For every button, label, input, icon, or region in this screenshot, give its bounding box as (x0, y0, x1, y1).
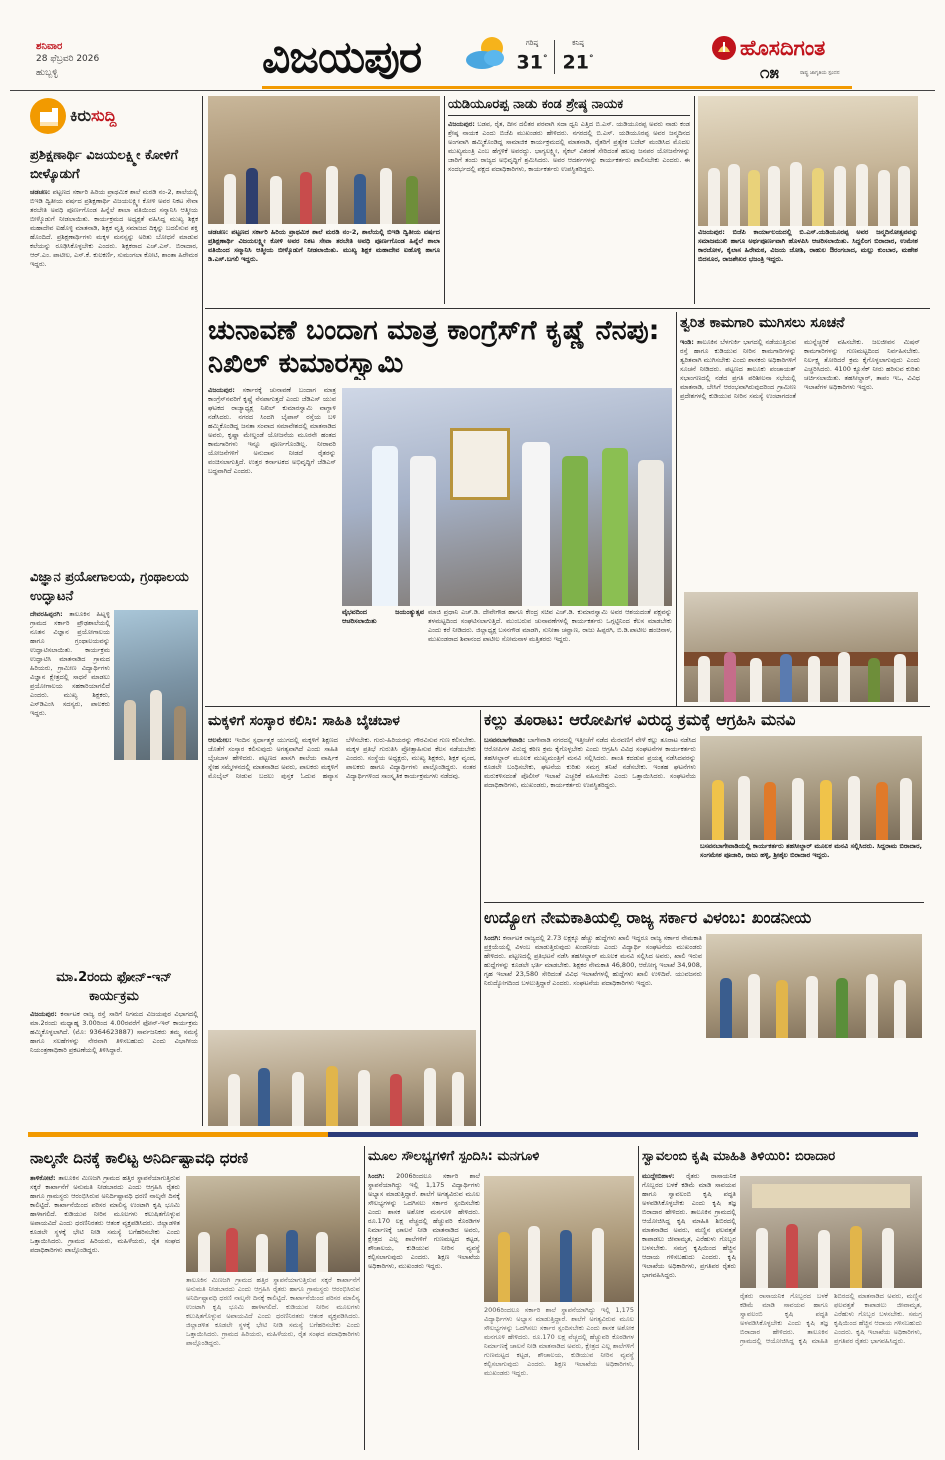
kallu-dateline: ಬಸವನಬಾಗೇವಾಡಿ: (484, 736, 526, 744)
kirusuddi-header (30, 96, 198, 138)
max-temp-label: ಗರಿಷ್ಠ (525, 39, 539, 47)
nikhil-text-2: ಮಾಜಿ ಪ್ರಧಾನಿ ಎಚ್.ಡಿ. ದೇವೇಗೌಡ ಹಾಗೂ ಕೇಂದ್ರ ಸಚಿವ ಎಚ್.ಡಿ. ಕುಮಾರಸ್ವಾಮಿ ಅವರ ಆಶಯದಂತೆ ಪಕ್ಷವನ್ನು ತಳಮಟ್ಟದಿಂದ ಸಂಘಟಿಸಲಾಗುತ್ತಿದೆ. ಮುಂಬರುವ ಚುನಾವಣೆಗಳಲ್ಲಿ ಕಾರ್ಯಕರ್ತರು ಒಗ್ಗಟ್ಟಿನಿಂದ ಕೆಲಸ ಮಾಡಬೇಕು ಎಂದು ಕರೆ ನೀಡಿದರು. ಜಿಲ್ಲಾಧ್ಯಕ್ಷ ಬಸನಗೌಡ ಮಾಡಗಿ, ಸುನೀತಾ ಚವ್ಹಾಣ, ರಾಜು ಹಿಪ್ಪರಗಿ, ಬಿ.ಡಿ.ಪಾಟೀಲ ಹಂಚಿನಾಳ, ಮುಖಂಡರಾದ ಶಿವಾನಂದ ಪಾಟೀಲ ಸೋಮನಾಳ ಮತ್ತಿತರರು ಇದ್ದರು. (428, 608, 672, 643)
column-rule-top-1 (444, 96, 445, 304)
nikhil-headline: ಚುನಾವಣೆ ಬಂದಾಗ ಮಾತ್ರ ಕಾಂಗ್ರೆಸ್‌ಗೆ ಕೃಷ್ಣೆ ನೆನಪು: ನಿಖಿಲ್ ಕುಮಾರಸ್ವಾಮಿ (208, 315, 660, 379)
kirusuddi-item-3-dateline: ವಿಜಯಪುರ: (30, 1010, 57, 1018)
twarita-dateline: ಇಂಡಿ: (680, 338, 694, 346)
temp-divider (554, 40, 555, 74)
dharane-text-2: ತಾಲೂಕಿನ ಮಿಣಜಗಿ ಗ್ರಾಮದ ಹತ್ತಿರ ಸ್ಥಾಪನೆಯಾಗುತ್ತಿರುವ ಸಕ್ಕರೆ ಕಾರ್ಖಾನೆಗೆ ಅನುಮತಿ ನೀಡಬಾರದು ಎಂದು ಆಗ್ರಹಿಸಿ ರೈತರು ಹಾಗೂ ಗ್ರಾಮಸ್ಥರು ಆರಂಭಿಸಿರುವ ಅನಿರ್ದಿಷ್ಟಾವಧಿ ಧರಣಿ ನಾಲ್ಕನೇ ದಿನಕ್ಕೆ ಕಾಲಿಟ್ಟಿದೆ. ಕಾರ್ಖಾನೆಯಿಂದ ಪರಿಸರ ಮಾಲಿನ್ಯ ಉಂಟಾಗಿ ಕೃಷಿ ಭೂಮಿ ಹಾಳಾಗಲಿದೆ. ಕುಡಿಯುವ ನೀರಿನ ಮೂಲಗಳು ಕಲುಷಿತಗೊಳ್ಳುವ ಅಪಾಯವಿದೆ ಎಂದು ಧರಣಿನಿರತರು ಆತಂಕ ವ್ಯಕ್ತಪಡಿಸಿದರು. ಜಿಲ್ಲಾಡಳಿತ ಕೂಡಲೇ ಸ್ಥಳಕ್ಕೆ ಭೇಟಿ ನೀಡಿ ಸಮಸ್ಯೆ ಬಗೆಹರಿಸಬೇಕು ಎಂದು ಒತ್ತಾಯಿಸಿದರು. ಗ್ರಾಮದ ಹಿರಿಯರು, ಮಹಿಳೆಯರು, ರೈತ ಸಂಘದ ಪದಾಧಿಕಾರಿಗಳು ಪಾಲ್ಗೊಂಡಿದ್ದರು. (186, 1276, 360, 1347)
brand-block (700, 34, 910, 86)
kallu-body (484, 736, 696, 898)
kirusuddi-item-3-body (30, 1010, 198, 1126)
min-temp-degree: ° (588, 54, 594, 64)
column-rule-bottom-2 (638, 1146, 639, 1450)
max-temp-degree: ° (542, 54, 548, 64)
school-event-photo (208, 1030, 476, 1126)
swavalambi-body-2 (740, 1292, 922, 1448)
top-row-rule (205, 308, 930, 309)
dharane-text: ತಾಲೂಕಿನ ಮಿಣಜಗಿ ಗ್ರಾಮದ ಹತ್ತಿರ ಸ್ಥಾಪನೆಯಾಗುತ್ತಿರುವ ಸಕ್ಕರೆ ಕಾರ್ಖಾನೆಗೆ ಅನುಮತಿ ನೀಡಬಾರದು ಎಂದು ಆಗ್ರಹಿಸಿ ರೈತರು ಹಾಗೂ ಗ್ರಾಮಸ್ಥರು ಆರಂಭಿಸಿರುವ ಅನಿರ್ದಿಷ್ಟಾವಧಿ ಧರಣಿ ನಾಲ್ಕನೇ ದಿನಕ್ಕೆ ಕಾಲಿಟ್ಟಿದೆ. ಕಾರ್ಖಾನೆಯಿಂದ ಪರಿಸರ ಮಾಲಿನ್ಯ ಉಂಟಾಗಿ ಕೃಷಿ ಭೂಮಿ ಹಾಳಾಗಲಿದೆ. ಕುಡಿಯುವ ನೀರಿನ ಮೂಲಗಳು ಕಲುಷಿತಗೊಳ್ಳುವ ಅಪಾಯವಿದೆ ಎಂದು ಧರಣಿನಿರತರು ಆತಂಕ ವ್ಯಕ್ತಪಡಿಸಿದರು. ಜಿಲ್ಲಾಡಳಿತ ಕೂಡಲೇ ಸ್ಥಳಕ್ಕೆ ಭೇಟಿ ನೀಡಿ ಸಮಸ್ಯೆ ಬಗೆಹರಿಸಬೇಕು ಎಂದು ಒತ್ತಾಯಿಸಿದರು. ಗ್ರಾಮದ ಹಿರಿಯರು, ಮಹಿಳೆಯರು, ರೈತ ಸಂಘದ ಪದಾಧಿಕಾರಿಗಳು ಪಾಲ್ಗೊಂಡಿದ್ದರು. (30, 1174, 180, 1254)
sanskara-dateline: ಆಲಮೇಲ: (208, 736, 232, 744)
kirusuddi-item-3-text: ಕರ್ನಾಟಕ ರಾಜ್ಯ ರಸ್ತೆ ಸಾರಿಗೆ ನಿಗಮದ ವಿಜಯಪುರ ವಿಭಾಗದಲ್ಲಿ ಮಾ.2ರಂದು ಮಧ್ಯಾಹ್ನ 3.00ರಿಂದ 4.00ರವರೆಗೆ ಫೋನ್-ಇನ್ ಕಾರ್ಯಕ್ರಮ ಹಮ್ಮಿಕೊಳ್ಳಲಾಗಿದೆ. (ಮೊ: 9364623887) ಸಾರ್ವಜನಿಕರು ತಮ್ಮ ಸಮಸ್ಯೆ ಹಾಗೂ ಸಲಹೆಗಳನ್ನು ನೇರವಾಗಿ ತಿಳಿಸಬಹುದು ಎಂದು ವಿಭಾಗೀಯ ನಿಯಂತ್ರಣಾಧಿಕಾರಿ ಪ್ರಕಟಣೆಯಲ್ಲಿ ತಿಳಿಸಿದ್ದಾರೆ. (30, 1010, 198, 1054)
kirusuddi-item-1-text: ಪಟ್ಟಣದ ಸರ್ಕಾರಿ ಹಿರಿಯ ಪ್ರಾಥಮಿಕ ಶಾಲೆ ಮರಡಿ ನಂ-2, ಶಾಲೆಯಲ್ಲಿ ಬಿಇಡಿ ದ್ವಿತೀಯ ವರ್ಷದ ಪ್ರಶಿಕ್ಷಣಾರ್ಥಿ ವಿಜಯಲಕ್ಷ್ಮೀ ಕೋಳಿ ಅವರ ನಿಕಟ ಸೇವಾ ತರಬೇತಿ ಅವಧಿ ಪೂರ್ಣಗೊಂಡ ಹಿನ್ನೆಲೆ ಶಾಲಾ ವತಿಯಿಂದ ಸನ್ಮಾನಿಸಿ ಆತ್ಮೀಯ ಬೀಳ್ಕೊಡುಗೆ ನೀಡಲಾಯಿತು. ಕಾರ್ಯಕ್ರಮದ ಅಧ್ಯಕ್ಷತೆ ವಹಿಸಿದ್ದ ಮುಖ್ಯ ಶಿಕ್ಷಕ ಮಹಾದೇವ ಐಹೊಳ್ಳಿ ಮಾತನಾಡಿ, ಶಿಕ್ಷಕ ವೃತ್ತಿ ಸಮಾಜದ ದಿಕ್ಕನ್ನು ಬದಲಿಸುವ ಶಕ್ತಿ ಹೊಂದಿದೆ. ಪ್ರಶಿಕ್ಷಣಾರ್ಥಿಗಳು ಮಕ್ಕಳ ಮನಸ್ಸನ್ನು ಅರಿತು ಬೋಧನೆ ಮಾಡುವ ಕಲೆಯನ್ನು ರೂಢಿಸಿಕೊಳ್ಳಬೇಕು ಎಂದರು. ಶಿಕ್ಷಕರಾದ ಎಚ್.ಎಸ್. ಬಿರಾದಾರ, ಆರ್.ಎಂ. ಪಾಟೀಲ, ಎಸ್.ಕೆ. ಕುಲಕರ್ಣಿ, ಸುಮಂಗಲಾ ಕೋಟಿ, ಶಾಂತಾ ಹಿರೇಮಠ ಇದ್ದರು. (30, 188, 198, 268)
column-rule-top-2 (694, 96, 695, 304)
max-temp-value: 31 (516, 51, 543, 74)
nikhil-felicitation-photo (342, 388, 672, 606)
moola-text: 2006ರಿಂದಲೂ ಸರ್ಕಾರಿ ಶಾಲೆ ಸ್ಥಾಪನೆಯಾಗಿದ್ದು ಇಲ್ಲಿ 1,175 ವಿದ್ಯಾರ್ಥಿಗಳು ಅಭ್ಯಾಸ ಮಾಡುತ್ತಿದ್ದಾರೆ. ಶಾಲೆಗೆ ಅಗತ್ಯವಿರುವ ಮೂಲ ಸೌಲಭ್ಯಗಳನ್ನು ಒದಗಿಸಲು ಸರ್ಕಾರ ಸ್ಪಂದಿಸಬೇಕು ಎಂದು ಶಾಸಕ ಅಶೋಕ ಮನಗೂಳಿ ಹೇಳಿದರು. ರೂ.170 ಲಕ್ಷ ವೆಚ್ಚದಲ್ಲಿ ಹೆಚ್ಚುವರಿ ಕೊಠಡಿಗಳ ನಿರ್ಮಾಣಕ್ಕೆ ಚಾಲನೆ ನೀಡಿ ಮಾತನಾಡಿದ ಅವರು, ಕ್ಷೇತ್ರದ ಎಲ್ಲ ಶಾಲೆಗಳಿಗೆ ಗುಣಮಟ್ಟದ ಕಟ್ಟಡ, ಶೌಚಾಲಯ, ಕುಡಿಯುವ ನೀರಿನ ವ್ಯವಸ್ಥೆ ಕಲ್ಪಿಸಲಾಗುವುದು ಎಂದರು. ಶಿಕ್ಷಣ ಇಲಾಖೆಯ ಅಧಿಕಾರಿಗಳು, ಮುಖಂಡರು ಇದ್ದರು. (368, 1172, 480, 1270)
weekday: ಶನಿವಾರ (36, 41, 63, 52)
section-bar-navy (328, 1132, 918, 1137)
kirusuddi-item-2-dateline: ದೇವರಹಿಪ್ಪರಗಿ: (30, 610, 63, 618)
nikhil-body-2 (428, 608, 672, 704)
kirusuddi-item-1-dateline: ಚಡಚಣ: (30, 188, 51, 196)
kallu-headline: ಕಲ್ಲು ತೂರಾಟ: ಆರೋಪಿಗಳ ವಿರುದ್ಧ ಕ್ರಮಕ್ಕೆ ಆಗ್ರಹಿಸಿ ಮನವಿ (484, 710, 796, 729)
swavalambi-text-2: ರೈತರು ರಾಸಾಯನಿಕ ಗೊಬ್ಬರದ ಬಳಕೆ ಕಡಿಮೆ ಮಾಡಿ ಸಾವಯವ ಹಾಗೂ ಸ್ವಾವಲಂಬಿ ಕೃಷಿ ಪದ್ಧತಿ ಅಳವಡಿಸಿಕೊಳ್ಳಬೇಕು ಎಂದು ಕೃಷಿ ತಜ್ಞ ಬಿರಾದಾರ ಹೇಳಿದರು. ತಾಲೂಕಿನ ಗ್ರಾಮದಲ್ಲಿ ಆಯೋಜಿಸಿದ್ದ ಕೃಷಿ ಮಾಹಿತಿ ಶಿಬಿರದಲ್ಲಿ ಮಾತನಾಡಿದ ಅವರು, ಮಣ್ಣಿನ ಫಲವತ್ತತೆ ಕಾಪಾಡಲು ಜೀವಾಮೃತ, ಎರೆಹುಳು ಗೊಬ್ಬರ ಬಳಸಬೇಕು. ಸಮಗ್ರ ಕೃಷಿಯಿಂದ ಹೆಚ್ಚಿನ ಆದಾಯ ಗಳಿಸಬಹುದು ಎಂದರು. ಕೃಷಿ ಇಲಾಖೆಯ ಅಧಿಕಾರಿಗಳು, ಪ್ರಗತಿಪರ ರೈತರು ಭಾಗವಹಿಸಿದ್ದರು. (740, 1292, 922, 1345)
kirusuddi-column (30, 96, 198, 1126)
kirusuddi-item-2-body (30, 610, 110, 760)
brand-page-number: ೧೫ (760, 63, 780, 83)
yediyurappa-caption (698, 228, 918, 304)
sanskara-text: ಇಂದಿನ ಸ್ಪರ್ಧಾತ್ಮಕ ಯುಗದಲ್ಲಿ ಮಕ್ಕಳಿಗೆ ಶಿಕ್ಷಣದ ಜೊತೆಗೆ ಸಂಸ್ಕಾರ ಕಲಿಸುವುದು ಅಗತ್ಯವಾಗಿದೆ ಎಂದು ಸಾಹಿತಿ ಬೈಚಬಾಳ ಹೇಳಿದರು. ಪಟ್ಟಣದ ಖಾಸಗಿ ಶಾಲೆಯ ವಾರ್ಷಿಕ ಸ್ನೇಹ ಸಮ್ಮೇಳನದಲ್ಲಿ ಮಾತನಾಡಿದ ಅವರು, ಪಾಲಕರು ಮಕ್ಕಳಿಗೆ ಮೊಬೈಲ್ ನೀಡುವ ಬದಲು ಪುಸ್ತಕ ಓದುವ ಹವ್ಯಾಸ ಬೆಳೆಸಬೇಕು. ಗುರು-ಹಿರಿಯರನ್ನು ಗೌರವಿಸುವ ಗುಣ ಕಲಿಸಬೇಕು. ಮಕ್ಕಳ ಪ್ರತಿಭೆ ಗುರುತಿಸಿ ಪ್ರೋತ್ಸಾಹಿಸುವ ಕೆಲಸ ನಡೆಯಬೇಕು ಎಂದರು. ಸಂಸ್ಥೆಯ ಅಧ್ಯಕ್ಷರು, ಮುಖ್ಯ ಶಿಕ್ಷಕರು, ಶಿಕ್ಷಕ ವೃಂದ, ಪಾಲಕರು ಹಾಗೂ ವಿದ್ಯಾರ್ಥಿಗಳು ಪಾಲ್ಗೊಂಡಿದ್ದರು. ನಂತರ ವಿದ್ಯಾರ್ಥಿಗಳಿಂದ ಸಾಂಸ್ಕೃತಿಕ ಕಾರ್ಯಕ್ರಮಗಳು ನಡೆದವು. (208, 736, 476, 780)
kirusuddi-label-a: ಕಿರು (70, 106, 92, 125)
udyoga-body (484, 934, 702, 1126)
sanskara-headline: ಮಕ್ಕಳಿಗೆ ಸಂಸ್ಕಾರ ಕಲಿಸಿ: ಸಾಹಿತಿ ಬೈಚಬಾಳ (208, 713, 400, 729)
min-temp-value: 21 (562, 51, 589, 74)
column-rule-left (202, 96, 203, 1126)
dharane-body-2 (186, 1276, 360, 1448)
dharane-headline: ನಾಲ್ಕನೇ ದಿನಕ್ಕೆ ಕಾಲಿಟ್ಟ ಅನಿರ್ದಿಷ್ಟಾವಧಿ ಧರಣಿ (30, 1149, 249, 1167)
issue-date: 28 ಫೆಬ್ರವರಿ 2026 (36, 54, 100, 64)
udyoga-dateline: ಸಿಂದಗಿ: (484, 934, 501, 942)
section-bar-orange (28, 1132, 328, 1137)
nikhil-dateline: ವಿಜಯಪುರ: (208, 386, 235, 394)
kallu-caption: ಬಸವನಬಾಗೇವಾಡಿಯಲ್ಲಿ ಕಾರ್ಯಕರ್ತರು ತಹಸೀಲ್ದಾರ್ ಮೂಲಕ ಮನವಿ ಸಲ್ಲಿಸಿದರು. ಸಿದ್ದರಾಮ ಬಿರಾದಾರ, ಸಂಗಮೇಶ ಪೂಜಾರಿ, ರಾಜು ಹಳ್ಳಿ, ಶ್ರೀಶೈಲ ಬಿರಾದಾರ ಇದ್ದರು. (700, 842, 922, 859)
moola-dateline: ಸಿಂದಗಿ: (368, 1172, 385, 1180)
min-temp-label: ಕನಿಷ್ಠ (572, 39, 584, 47)
school-farewell-photo (208, 96, 440, 224)
school-inauguration-photo (484, 1176, 634, 1302)
max-temp-block (512, 38, 552, 78)
nikhil-caption: ವೈಭವದಿಂದ ಜಯಂತ್ಯುತ್ಸವ ಆಚರಿಸಲಾಯಿತು (342, 608, 424, 625)
twarita-text: ತಾಲೂಕಿನ ಬೆಳಗುರ್ಕಿ ಭಾಗದಲ್ಲಿ ನಡೆಯುತ್ತಿರುವ ರಸ್ತೆ ಹಾಗೂ ಕುಡಿಯುವ ನೀರಿನ ಕಾಮಗಾರಿಗಳನ್ನು ತ್ವರಿತವಾಗಿ ಮುಗಿಸಬೇಕು ಎಂದು ಶಾಸಕರು ಅಧಿಕಾರಿಗಳಿಗೆ ಸೂಚನೆ ನೀಡಿದರು. ಪಟ್ಟಣದ ತಾಲೂಕು ಪಂಚಾಯತ್ ಸಭಾಂಗಣದಲ್ಲಿ ನಡೆದ ಪ್ರಗತಿ ಪರಿಶೀಲನಾ ಸಭೆಯಲ್ಲಿ ಮಾತನಾಡಿ, ಬೇಸಿಗೆ ಆರಂಭವಾಗಿರುವುದರಿಂದ ಗ್ರಾಮೀಣ ಪ್ರದೇಶಗಳಲ್ಲಿ ಕುಡಿಯುವ ನೀರಿನ ಸಮಸ್ಯೆ ಉಂಟಾಗದಂತೆ ಮುನ್ನೆಚ್ಚರಿಕೆ ವಹಿಸಬೇಕು. ಜಲಜೀವನ ಮಿಷನ್ ಕಾಮಗಾರಿಗಳನ್ನು ಗುಣಮಟ್ಟದಿಂದ ನಿರ್ವಹಿಸಬೇಕು. ನಿರ್ಲಕ್ಷ್ಯ ತೋರಿದರೆ ಕ್ರಮ ಕೈಗೊಳ್ಳಲಾಗುವುದು ಎಂದು ಎಚ್ಚರಿಸಿದರು. 4100 ಕ್ಯೂಸೆಕ್ ನೀರು ಹರಿಸುವ ಕುರಿತು ಚರ್ಚಿಸಲಾಯಿತು. ತಹಸೀಲ್ದಾರ್, ತಾಪಂ ಇಒ, ವಿವಿಧ ಇಲಾಖೆಗಳ ಅಧಿಕಾರಿಗಳು ಇದ್ದರು. (680, 338, 920, 400)
moola-headline: ಮೂಲ ಸೌಲಭ್ಯಗಳಿಗೆ ಸ್ಪಂದಿಸಿ: ಮನಗೂಳಿ (368, 1149, 540, 1164)
column-rule-mid (676, 312, 677, 706)
moola-body (368, 1172, 480, 1448)
column-rule-lower (480, 710, 481, 1126)
yediyurappa-text: ಬಡವ, ರೈತ, ದೀನ ದಲಿತರ ಪರವಾಗಿ ಸದಾ ಧ್ವನಿ ಎತ್ತಿದ ಬಿ.ಎಸ್. ಯಡಿಯೂರಪ್ಪ ಅವರು ನಾಡು ಕಂಡ ಶ್ರೇಷ್ಠ ನಾಯಕ ಎಂದು ಬಿಜೆಪಿ ಮುಖಂಡರು ಹೇಳಿದರು. ನಗರದಲ್ಲಿ ಬಿ.ಎಸ್. ಯಡಿಯೂರಪ್ಪ ಅವರ ಜನ್ಮದಿನದ ಅಂಗವಾಗಿ ಹಮ್ಮಿಕೊಂಡಿದ್ದ ಸಾಮಾಜಿಕ ಕಾರ್ಯಕ್ರಮದಲ್ಲಿ ಮಾತನಾಡಿ, ರೈತರಿಗೆ ಪ್ರತ್ಯೇಕ ಬಜೆಟ್ ಮಂಡಿಸಿದ ಮೊದಲ ಮುಖ್ಯಮಂತ್ರಿ ಎಂಬ ಹೆಗ್ಗಳಿಕೆ ಅವರದ್ದು. ಭಾಗ್ಯಲಕ್ಷ್ಮೀ, ಸೈಕಲ್ ವಿತರಣೆ ಸೇರಿದಂತೆ ಹಲವು ಜನಪರ ಯೋಜನೆಗಳನ್ನು ಜಾರಿಗೆ ತಂದು ರಾಜ್ಯದ ಅಭಿವೃದ್ಧಿಗೆ ಶ್ರಮಿಸಿದರು. ಅವರ ಆದರ್ಶಗಳನ್ನು ಕಾರ್ಯಕರ್ತರು ಪಾಲಿಸಬೇಕು ಎಂದರು. ಈ ಸಂದರ್ಭದಲ್ಲಿ ಪಕ್ಷದ ಪದಾಧಿಕಾರಿಗಳು, ಕಾರ್ಯಕರ್ತರು ಉಪಸ್ಥಿತರಿದ್ದರು. (448, 120, 690, 173)
sanskara-body (208, 736, 476, 1026)
pointing-hand-icon (30, 98, 66, 134)
yediyurappa-caption-text: ಬಿಜೆಪಿ ಕಾರ್ಯಾಲಯದಲ್ಲಿ ಬಿ.ಎಸ್.ಯಡಿಯೂರಪ್ಪ ಅವರ ಜನ್ಮದಿನೋತ್ಸವವನ್ನು ಸಮಾಜಮುಖಿ ಹಾಗೂ ಅರ್ಥಪೂರ್ಣವಾಗಿ ಹೊಳಪಿಸಿ ಆಚರಿಸಲಾಯಿತು. ಸಿದ್ದಲಿಂಗ ಬಿರಾದಾರ, ಉಮೇಶ ಕಾರಜೋಳ, ಕೈಲಾಸ ಹಿರೇಮಠ, ವಿಜಯ ಜೋಶಿ, ರಾಹುಲ ಔರಂಗಬಾದ, ಮಲ್ಲು ಕುಂಬಾರ, ಮಹೇಶ ಬಿದನೂರ, ರಾಜಶೇಖರ ಭಜಂತ್ರಿ ಇದ್ದರು. (698, 228, 918, 263)
udyoga-headline: ಉದ್ಯೋಗ ನೇಮಕಾತಿಯಲ್ಲಿ ರಾಜ್ಯ ಸರ್ಕಾರ ವಿಳಂಬ: ಖಂಡನೀಯ (484, 908, 812, 927)
yediyurappa-caption-dateline: ವಿಜಯಪುರ: (698, 228, 725, 236)
kirusuddi-item-2-title: ವಿಜ್ಞಾನ ಪ್ರಯೋಗಾಲಯ, ಗ್ರಂಥಾಲಯ ಉದ್ಘಾಟನೆ (30, 570, 189, 604)
kallu-text: ಬಾಗೇವಾಡಿ ನಗರದಲ್ಲಿ ಇತ್ತೀಚೆಗೆ ನಡೆದ ಮೆರವಣಿಗೆ ವೇಳೆ ಕಲ್ಲು ತೂರಾಟ ನಡೆಸಿದ ಆರೋಪಿಗಳ ವಿರುದ್ಧ ಕಠಿಣ ಕ್ರಮ ಕೈಗೊಳ್ಳಬೇಕು ಎಂದು ಆಗ್ರಹಿಸಿ ವಿವಿಧ ಸಂಘಟನೆಗಳ ಕಾರ್ಯಕರ್ತರು ತಹಸೀಲ್ದಾರ್ ಮೂಲಕ ಮುಖ್ಯಮಂತ್ರಿಗೆ ಮನವಿ ಸಲ್ಲಿಸಿದರು. ಶಾಂತಿ ಕದಡುವ ಪ್ರಯತ್ನ ನಡೆಸಿದವರನ್ನು ಕೂಡಲೇ ಬಂಧಿಸಬೇಕು, ಘಟನೆಯ ಕುರಿತು ಸಮಗ್ರ ತನಿಖೆ ನಡೆಸಬೇಕು. ಇಂತಹ ಘಟನೆಗಳು ಮರುಕಳಿಸದಂತೆ ಪೊಲೀಸ್ ಇಲಾಖೆ ಎಚ್ಚರಿಕೆ ವಹಿಸಬೇಕು ಎಂದು ಒತ್ತಾಯಿಸಿದರು. ಸಂಘಟನೆಯ ಪದಾಧಿಕಾರಿಗಳು, ಮುಖಂಡರು, ಕಾರ್ಯಕರ್ತರು ಉಪಸ್ಥಿತರಿದ್ದರು. (484, 736, 696, 789)
swavalambi-dateline: ಮುದ್ದೇಬಿಹಾಳ: (642, 1172, 675, 1180)
swavalambi-headline: ಸ್ವಾವಲಂಬಿ ಕೃಷಿ ಮಾಹಿತಿ ತಿಳಿಯಿರಿ: ಬಿರಾದಾರ (642, 1149, 836, 1164)
school-farewell-caption-text: ಪಟ್ಟಣದ ಸರ್ಕಾರಿ ಹಿರಿಯ ಪ್ರಾಥಮಿಕ ಶಾಲೆ ಮರಡಿ ನಂ-2, ಶಾಲೆಯಲ್ಲಿ ಬಿಇಡಿ ದ್ವಿತೀಯ ವರ್ಷದ ಪ್ರಶಿಕ್ಷಣಾರ್ಥಿ ವಿಜಯಲಕ್ಷ್ಮೀ ಕೋಳಿ ಅವರ ನಿಕಟ ಸೇವಾ ತರಬೇತಿ ಅವಧಿ ಪೂರ್ಣಗೊಂಡ ಹಿನ್ನೆಲೆ ಶಾಲಾ ವತಿಯಿಂದ ಸನ್ಮಾನಿಸಿ ಆತ್ಮೀಯ ಬೀಳ್ಕೊಡುಗೆ ನೀಡಲಾಯಿತು. ಮುಖ್ಯ ಶಿಕ್ಷಕ ಮಹಾದೇವ ಐಹೊಳ್ಳಿ ಹಾಗೂ ಡಿ.ಎಸ್.ಬಗಲಿ ಇದ್ದರು. (208, 228, 440, 263)
review-meeting-photo (684, 592, 918, 702)
weather-partly-cloudy-icon (462, 34, 510, 72)
date-block (36, 40, 176, 90)
twarita-headline: ತ್ವರಿತ ಕಾಮಗಾರಿ ಮುಗಿಸಲು ಸೂಚನೆ (680, 315, 845, 331)
udyoga-text: ಕರ್ನಾಟಕ ರಾಜ್ಯದಲ್ಲಿ 2.73 ಲಕ್ಷಕ್ಕೂ ಹೆಚ್ಚು ಹುದ್ದೆಗಳು ಖಾಲಿ ಇದ್ದರೂ ರಾಜ್ಯ ಸರ್ಕಾರ ನೇಮಕಾತಿ ಪ್ರಕ್ರಿಯೆಯಲ್ಲಿ ವಿಳಂಬ ಮಾಡುತ್ತಿರುವುದು ಖಂಡನೀಯ ಎಂದು ವಿದ್ಯಾರ್ಥಿ ಸಂಘಟನೆಯ ಮುಖಂಡರು ಹೇಳಿದರು. ಪಟ್ಟಣದಲ್ಲಿ ಪ್ರತಿಭಟನೆ ನಡೆಸಿ ತಹಸೀಲ್ದಾರ್ ಮೂಲಕ ಮನವಿ ಸಲ್ಲಿಸಿದ ಅವರು, ಖಾಲಿ ಇರುವ ಹುದ್ದೆಗಳನ್ನು ಕೂಡಲೇ ಭರ್ತಿ ಮಾಡಬೇಕು. ಶಿಕ್ಷಕರ ನೇಮಕಾತಿ 46,800, ಆರೋಗ್ಯ ಇಲಾಖೆ 34,908, ಗೃಹ ಇಲಾಖೆ 23,580 ಸೇರಿದಂತೆ ವಿವಿಧ ಇಲಾಖೆಗಳಲ್ಲಿ ಹುದ್ದೆಗಳು ಖಾಲಿ ಉಳಿದಿವೆ. ಯುವಜನರು ನಿರುದ್ಯೋಗದಿಂದ ಬಳಲುತ್ತಿದ್ದಾರೆ ಎಂದರು. ಸಂಘಟನೆಯ ಪದಾಧಿಕಾರಿಗಳು ಇದ್ದರು. (484, 934, 702, 987)
twarita-body (680, 338, 920, 590)
school-farewell-caption-dateline: ಚಡಚಣ: (208, 228, 229, 236)
protest-photo (706, 934, 922, 1038)
nikhil-body-1 (208, 386, 336, 702)
lab-photo (114, 610, 198, 760)
yediyurappa-dateline: ವಿಜಯಪುರ: (448, 120, 475, 128)
brand-name: ಹೊಸದಿಗಂತ (740, 36, 826, 60)
edition-city: ಹುಬ್ಬಳ್ಳಿ (36, 68, 58, 78)
memorandum-photo (700, 736, 922, 840)
brand-logo-icon (712, 36, 736, 60)
moola-body-2 (484, 1306, 634, 1448)
column-rule-bottom-1 (364, 1146, 365, 1450)
dharane-body-1 (30, 1174, 180, 1448)
agri-camp-photo (740, 1176, 922, 1288)
kirusuddi-item-1-title: ಪ್ರಶಿಕ್ಷಣಾರ್ಥಿ ವಿಜಯಲಕ್ಷ್ಮೀ ಕೋಳಿಗೆ ಬೀಳ್ಕೊಡುಗೆ (30, 148, 179, 182)
brand-tagline: ರಾಷ್ಟ್ರ ಜಾಗೃತಿಯ ಸ್ಪಂದನ (800, 70, 840, 76)
masthead-rule-orange (262, 86, 852, 89)
kirusuddi-item-3-title: ಮಾ.2ರಂದು ಫೋನ್-ಇನ್ ಕಾರ್ಯಕ್ರಮ (56, 970, 172, 1004)
dharna-photo (186, 1176, 360, 1272)
school-farewell-caption (208, 228, 440, 302)
masthead-rule-dark (10, 90, 935, 91)
kirusuddi-item-1-body (30, 188, 198, 494)
yediyurappa-body (448, 120, 690, 306)
swavalambi-text: ರೈತರು ರಾಸಾಯನಿಕ ಗೊಬ್ಬರದ ಬಳಕೆ ಕಡಿಮೆ ಮಾಡಿ ಸಾವಯವ ಹಾಗೂ ಸ್ವಾವಲಂಬಿ ಕೃಷಿ ಪದ್ಧತಿ ಅಳವಡಿಸಿಕೊಳ್ಳಬೇಕು ಎಂದು ಕೃಷಿ ತಜ್ಞ ಬಿರಾದಾರ ಹೇಳಿದರು. ತಾಲೂಕಿನ ಗ್ರಾಮದಲ್ಲಿ ಆಯೋಜಿಸಿದ್ದ ಕೃಷಿ ಮಾಹಿತಿ ಶಿಬಿರದಲ್ಲಿ ಮಾತನಾಡಿದ ಅವರು, ಮಣ್ಣಿನ ಫಲವತ್ತತೆ ಕಾಪಾಡಲು ಜೀವಾಮೃತ, ಎರೆಹುಳು ಗೊಬ್ಬರ ಬಳಸಬೇಕು. ಸಮಗ್ರ ಕೃಷಿಯಿಂದ ಹೆಚ್ಚಿನ ಆದಾಯ ಗಳಿಸಬಹುದು ಎಂದರು. ಕೃಷಿ ಇಲಾಖೆಯ ಅಧಿಕಾರಿಗಳು, ಪ್ರಗತಿಪರ ರೈತರು ಭಾಗವಹಿಸಿದ್ದರು. (642, 1172, 736, 1279)
swavalambi-body (642, 1172, 736, 1448)
kirusuddi-label-b: ಸುದ್ದಿ (91, 106, 117, 125)
moola-text-2: 2006ರಿಂದಲೂ ಸರ್ಕಾರಿ ಶಾಲೆ ಸ್ಥಾಪನೆಯಾಗಿದ್ದು ಇಲ್ಲಿ 1,175 ವಿದ್ಯಾರ್ಥಿಗಳು ಅಭ್ಯಾಸ ಮಾಡುತ್ತಿದ್ದಾರೆ. ಶಾಲೆಗೆ ಅಗತ್ಯವಿರುವ ಮೂಲ ಸೌಲಭ್ಯಗಳನ್ನು ಒದಗಿಸಲು ಸರ್ಕಾರ ಸ್ಪಂದಿಸಬೇಕು ಎಂದು ಶಾಸಕ ಅಶೋಕ ಮನಗೂಳಿ ಹೇಳಿದರು. ರೂ.170 ಲಕ್ಷ ವೆಚ್ಚದಲ್ಲಿ ಹೆಚ್ಚುವರಿ ಕೊಠಡಿಗಳ ನಿರ್ಮಾಣಕ್ಕೆ ಚಾಲನೆ ನೀಡಿ ಮಾತನಾಡಿದ ಅವರು, ಕ್ಷೇತ್ರದ ಎಲ್ಲ ಶಾಲೆಗಳಿಗೆ ಗುಣಮಟ್ಟದ ಕಟ್ಟಡ, ಶೌಚಾಲಯ, ಕುಡಿಯುವ ನೀರಿನ ವ್ಯವಸ್ಥೆ ಕಲ್ಪಿಸಲಾಗುವುದು ಎಂದರು. ಶಿಕ್ಷಣ ಇಲಾಖೆಯ ಅಧಿಕಾರಿಗಳು, ಮುಖಂಡರು ಇದ್ದರು. (484, 1306, 634, 1377)
min-temp-block (558, 38, 598, 78)
yediyurappa-headline: ಯಡಿಯೂರಪ್ಪ ನಾಡು ಕಂಡ ಶ್ರೇಷ್ಠ ನಾಯಕ (448, 94, 690, 116)
kirusuddi-item-2-text: ತಾಲೂಕಿನ ಹಿಟ್ನಳ್ಳಿ ಗ್ರಾಮದ ಸರ್ಕಾರಿ ಪ್ರೌಢಶಾಲೆಯಲ್ಲಿ ನೂತನ ವಿಜ್ಞಾನ ಪ್ರಯೋಗಾಲಯ ಹಾಗೂ ಗ್ರಂಥಾಲಯವನ್ನು ಉದ್ಘಾಟಿಸಲಾಯಿತು. ಕಾರ್ಯಕ್ರಮ ಉದ್ಘಾಟಿಸಿ ಮಾತನಾಡಿದ ಗ್ರಾಮದ ಹಿರಿಯರು, ಗ್ರಾಮೀಣ ವಿದ್ಯಾರ್ಥಿಗಳು ವಿಜ್ಞಾನ ಕ್ಷೇತ್ರದಲ್ಲಿ ಸಾಧನೆ ಮಾಡಲು ಪ್ರಯೋಗಾಲಯ ಸಹಕಾರಿಯಾಗಲಿದೆ ಎಂದರು. ಮುಖ್ಯ ಶಿಕ್ಷಕರು, ಎಸ್‌ಡಿಎಂಸಿ ಸದಸ್ಯರು, ಪಾಲಕರು ಇದ್ದರು. (30, 610, 110, 717)
mid-row-rule (205, 706, 930, 707)
dharane-dateline: ತಾಳಿಕೋಟೆ: (30, 1174, 56, 1182)
masthead-title: ವಿಜಯಪುರ (262, 32, 422, 83)
kallu-bottom-rule (484, 902, 924, 903)
yediyurappa-photo (698, 96, 918, 226)
masthead (0, 0, 945, 92)
nikhil-text-1: ಸರ್ಕಾರಕ್ಕೆ ಚುನಾವಣೆ ಬಂದಾಗ ಮಾತ್ರ ಕಾಂಗ್ರೆಸ್‌ನವರಿಗೆ ಕೃಷ್ಣೆ ನೆನಪಾಗುತ್ತದೆ ಎಂದು ಜೆಡಿಎಸ್ ಯುವ ಘಟಕದ ರಾಜ್ಯಾಧ್ಯಕ್ಷ ನಿಖಿಲ್ ಕುಮಾರಸ್ವಾಮಿ ವಾಗ್ದಾಳಿ ನಡೆಸಿದರು. ನಗರದ ಸಿಂದಗಿ ಬೈಪಾಸ್ ರಸ್ತೆಯ ಬಳಿ ಹಮ್ಮಿಕೊಂಡಿದ್ದ ಜನತಾ ಸಂವಾದ ಸಮಾವೇಶದಲ್ಲಿ ಮಾತನಾಡಿದ ಅವರು, ಕೃಷ್ಣಾ ಮೇಲ್ದಂಡೆ ಯೋಜನೆಯ ಮೂರನೇ ಹಂತದ ಕಾಮಗಾರಿಗಳು ಇನ್ನೂ ಪೂರ್ಣಗೊಂಡಿಲ್ಲ. ನೀರಾವರಿ ಯೋಜನೆಗಳಿಗೆ ಅನುದಾನ ನೀಡದೆ ರೈತರನ್ನು ವಂಚಿಸಲಾಗುತ್ತಿದೆ. ಉತ್ತರ ಕರ್ನಾಟಕದ ಅಭಿವೃದ್ಧಿಗೆ ಜೆಡಿಎಸ್ ಬದ್ಧವಾಗಿದೆ ಎಂದರು. (208, 386, 336, 475)
